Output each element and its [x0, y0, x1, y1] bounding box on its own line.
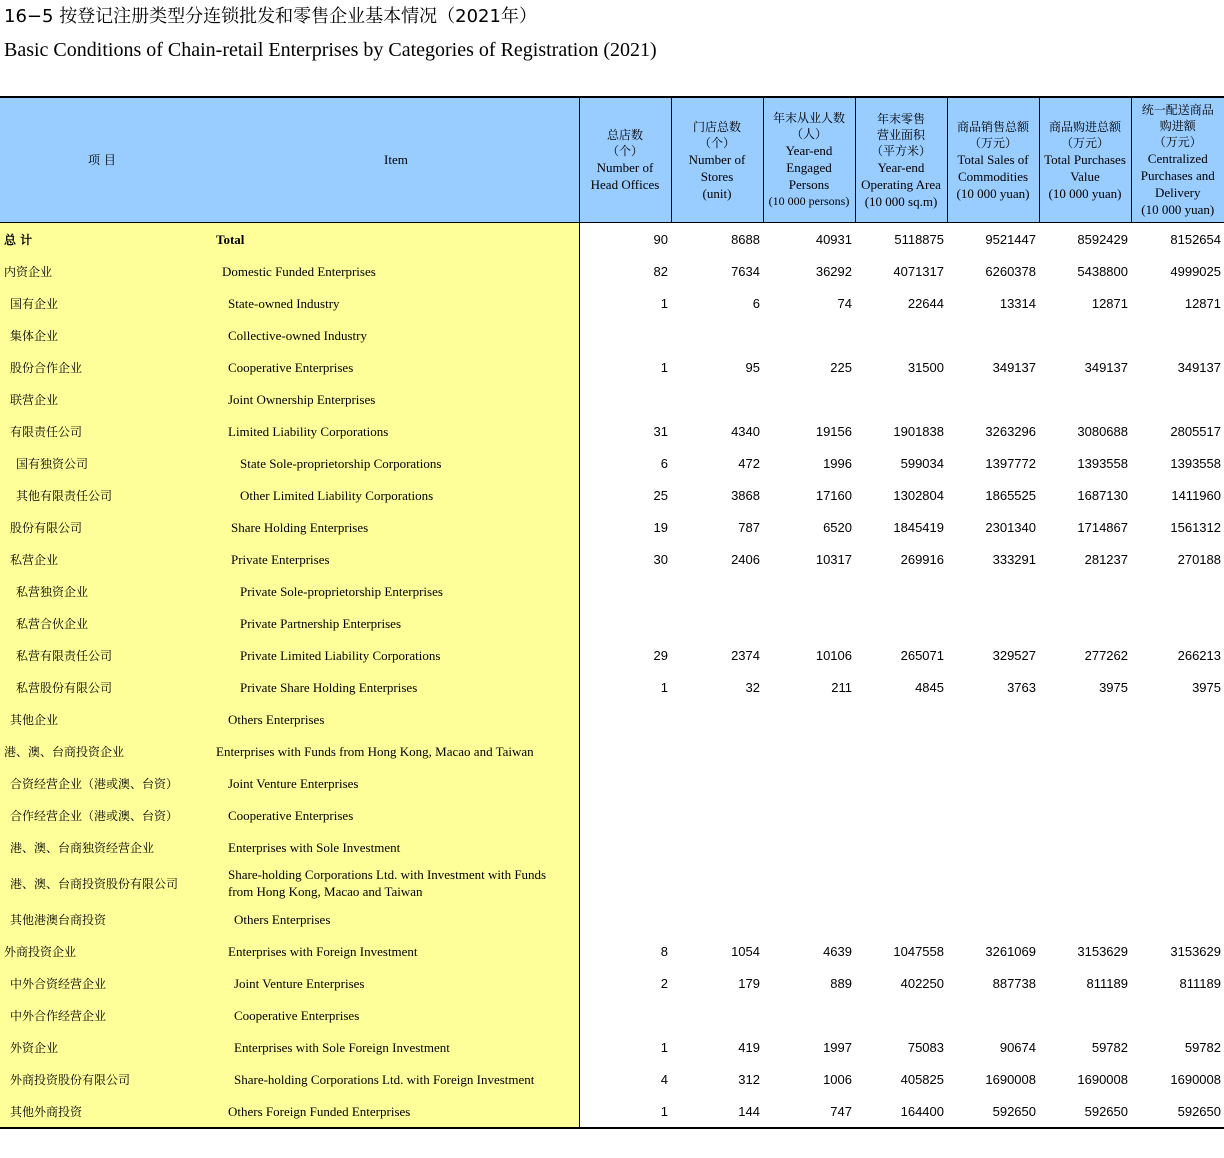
cell-centralized-delivery: 266213 — [1177, 647, 1221, 663]
cell-engaged-persons: 1997 — [823, 1039, 852, 1055]
cell-total-sales — [947, 703, 1039, 735]
cell-operating-area — [855, 735, 947, 767]
cell-operating-area: 1845419 — [893, 519, 944, 535]
cell-centralized-delivery: 4999025 — [1170, 263, 1221, 279]
row-label-chinese: 其他外商投资 — [0, 1095, 200, 1128]
row-label-chinese: 私营独资企业 — [0, 575, 200, 607]
cell-operating-area: 22644 — [907, 295, 944, 311]
cell-total-purchases: 1687130 — [1077, 487, 1128, 503]
row-label-english: Enterprises with Foreign Investment — [200, 935, 579, 967]
col-header-total-purchases: 商品购进总额 （万元） Total Purchases Value (10 000 yuan) — [1039, 97, 1131, 223]
table-row — [0, 287, 1224, 319]
cell-total-sales: 9521447 — [985, 231, 1036, 247]
cell-stores — [671, 799, 763, 831]
cell-total-sales: 329527 — [992, 647, 1036, 663]
cell-engaged-persons — [763, 903, 855, 935]
row-label-chinese: 其他企业 — [0, 703, 200, 735]
table-row — [0, 671, 1224, 703]
table-row — [0, 607, 1224, 639]
cell-centralized-delivery: 12871 — [1184, 295, 1221, 311]
cell-total-sales — [947, 383, 1039, 415]
cell-head-offices: 1 — [579, 1095, 671, 1128]
col-header-engaged-persons: 年末从业人数 （人） Year-end Engaged Persons (10 000 persons) — [763, 97, 855, 223]
row-label-english: Enterprises with Sole Investment — [200, 831, 579, 863]
cell-operating-area: 265071 — [900, 647, 944, 663]
cell-total-sales — [947, 607, 1039, 639]
cell-operating-area — [855, 607, 947, 639]
cell-centralized-delivery — [1131, 735, 1224, 767]
cell-engaged-persons: 36292 — [815, 263, 852, 279]
cell-operating-area — [855, 319, 947, 351]
cell-total-sales: 6260378 — [985, 263, 1036, 279]
cell-operating-area: 4071317 — [893, 263, 944, 279]
cell-engaged-persons: 19156 — [815, 423, 852, 439]
row-label-english: Enterprises with Sole Foreign Investment — [200, 1031, 579, 1063]
cell-centralized-delivery: 1393558 — [1170, 455, 1221, 471]
row-label-chinese: 外商投资企业 — [0, 935, 200, 967]
cell-stores: 95 — [745, 359, 760, 375]
table-row — [0, 1095, 1224, 1128]
cell-total-sales: 2301340 — [985, 519, 1036, 535]
row-label-chinese: 股份有限公司 — [0, 511, 200, 543]
cell-stores — [671, 319, 763, 351]
cell-stores: 3868 — [731, 487, 760, 503]
cell-head-offices — [579, 383, 671, 415]
cell-engaged-persons — [763, 607, 855, 639]
cell-operating-area: 405825 — [900, 1071, 944, 1087]
cell-engaged-persons: 1996 — [823, 455, 852, 471]
row-label-english: Share Holding Enterprises — [200, 511, 579, 543]
row-label-chinese: 其他有限责任公司 — [0, 479, 200, 511]
table-row — [0, 511, 1224, 543]
cell-total-purchases — [1039, 319, 1131, 351]
cell-engaged-persons — [763, 319, 855, 351]
cell-operating-area — [855, 383, 947, 415]
cell-total-purchases — [1039, 703, 1131, 735]
cell-operating-area: 75083 — [907, 1039, 944, 1055]
cell-stores — [671, 831, 763, 863]
cell-head-offices: 90 — [653, 231, 668, 247]
cell-head-offices — [579, 767, 671, 799]
cell-operating-area — [855, 903, 947, 935]
cell-centralized-delivery — [1131, 383, 1224, 415]
cell-total-purchases: 3080688 — [1077, 423, 1128, 439]
row-label-english: Share-holding Corporations Ltd. with Investment with Funds from Hong Kong, Macao and Taiwan — [200, 863, 579, 903]
row-label-english: Total — [200, 223, 579, 256]
table-row — [0, 999, 1224, 1031]
row-label-english: Collective-owned Industry — [200, 319, 579, 351]
cell-head-offices — [579, 607, 671, 639]
row-label-chinese: 中外合资经营企业 — [0, 967, 200, 999]
cell-head-offices: 29 — [653, 647, 668, 663]
row-label-english: Others Enterprises — [200, 703, 579, 735]
cell-head-offices — [579, 703, 671, 735]
cell-engaged-persons: 211 — [831, 679, 852, 695]
cell-head-offices: 6 — [660, 455, 668, 471]
row-label-chinese: 私营企业 — [0, 543, 200, 575]
cell-centralized-delivery — [1131, 799, 1224, 831]
cell-total-purchases: 811189 — [1086, 975, 1128, 991]
row-label-english: Private Sole-proprietorship Enterprises — [200, 575, 579, 607]
cell-engaged-persons — [763, 703, 855, 735]
cell-operating-area: 1047558 — [893, 943, 944, 959]
cell-total-purchases: 59782 — [1091, 1039, 1128, 1055]
row-label-english: Joint Venture Enterprises — [200, 767, 579, 799]
cell-engaged-persons: 74 — [837, 295, 852, 311]
cell-stores — [671, 703, 763, 735]
cell-total-purchases: 1690008 — [1077, 1071, 1128, 1087]
cell-centralized-delivery: 2805517 — [1170, 423, 1221, 439]
cell-centralized-delivery: 270188 — [1177, 551, 1221, 567]
cell-stores — [671, 999, 763, 1031]
cell-operating-area: 1901838 — [893, 423, 944, 439]
cell-stores: 144 — [671, 1095, 763, 1128]
table-row — [0, 903, 1224, 935]
table-row — [0, 799, 1224, 831]
table-row — [0, 479, 1224, 511]
cell-total-purchases — [1039, 863, 1131, 903]
cell-operating-area: 402250 — [900, 975, 944, 991]
cell-centralized-delivery — [1131, 999, 1224, 1031]
cell-head-offices: 1 — [660, 679, 668, 695]
cell-head-offices — [579, 903, 671, 935]
item-header-english: Item — [200, 97, 579, 223]
cell-centralized-delivery: 1690008 — [1170, 1071, 1221, 1087]
cell-stores: 472 — [738, 455, 760, 471]
cell-stores: 179 — [738, 975, 760, 991]
cell-centralized-delivery: 811189 — [1179, 975, 1221, 991]
cell-total-purchases — [1039, 575, 1131, 607]
cell-operating-area — [855, 799, 947, 831]
cell-stores — [671, 607, 763, 639]
cell-centralized-delivery — [1131, 863, 1224, 903]
row-label-english: State-owned Industry — [200, 287, 579, 319]
data-table — [0, 96, 1224, 1129]
cell-centralized-delivery: 3153629 — [1170, 943, 1221, 959]
cell-total-purchases: 3975 — [1099, 679, 1128, 695]
col-header-operating-area: 年末零售 营业面积 （平方米） Year-end Operating Area (10 000 sq.m) — [855, 97, 947, 223]
row-label-english: Cooperative Enterprises — [200, 799, 579, 831]
cell-total-sales: 3763 — [1007, 679, 1036, 695]
cell-total-purchases — [1039, 767, 1131, 799]
cell-operating-area: 599034 — [900, 455, 944, 471]
cell-stores — [671, 735, 763, 767]
cell-stores: 419 — [738, 1039, 760, 1055]
cell-stores: 787 — [738, 519, 760, 535]
row-label-english: Cooperative Enterprises — [200, 999, 579, 1031]
cell-head-offices — [579, 575, 671, 607]
cell-head-offices: 2 — [660, 975, 668, 991]
table-row — [0, 735, 1224, 767]
table-title-chinese: 16−5 按登记注册类型分连锁批发和零售企业基本情况（2021年） — [4, 6, 537, 27]
cell-total-purchases: 3153629 — [1077, 943, 1128, 959]
cell-stores: 6 — [752, 295, 760, 311]
cell-head-offices: 30 — [653, 551, 668, 567]
cell-engaged-persons — [763, 575, 855, 607]
cell-engaged-persons — [763, 767, 855, 799]
row-label-english: Private Share Holding Enterprises — [200, 671, 579, 703]
cell-stores: 7634 — [731, 263, 760, 279]
cell-head-offices: 4 — [660, 1071, 668, 1087]
cell-operating-area — [855, 575, 947, 607]
table-row — [0, 967, 1224, 999]
row-label-english: State Sole-proprietorship Corporations — [200, 447, 579, 479]
cell-total-sales — [947, 799, 1039, 831]
table-row — [0, 447, 1224, 479]
cell-head-offices — [579, 319, 671, 351]
cell-operating-area — [855, 831, 947, 863]
table-row — [0, 383, 1224, 415]
cell-centralized-delivery — [1131, 767, 1224, 799]
cell-operating-area — [855, 863, 947, 903]
row-label-chinese: 外商投资股份有限公司 — [0, 1063, 200, 1095]
col-header-stores: 门店总数 （个） Number of Stores (unit) — [671, 97, 763, 223]
row-label-english: Private Partnership Enterprises — [200, 607, 579, 639]
cell-centralized-delivery — [1131, 703, 1224, 735]
cell-total-sales — [947, 575, 1039, 607]
cell-total-purchases — [1039, 831, 1131, 863]
cell-engaged-persons: 10106 — [815, 647, 852, 663]
cell-total-sales — [947, 735, 1039, 767]
cell-total-sales: 592650 — [947, 1095, 1039, 1128]
cell-total-sales — [947, 999, 1039, 1031]
cell-total-sales: 3263296 — [985, 423, 1036, 439]
cell-operating-area: 5118875 — [894, 231, 944, 247]
cell-total-sales: 90674 — [999, 1039, 1036, 1055]
cell-stores: 4340 — [731, 423, 760, 439]
cell-total-purchases: 1393558 — [1077, 455, 1128, 471]
table-row — [0, 935, 1224, 967]
cell-total-sales — [947, 319, 1039, 351]
table-row — [0, 543, 1224, 575]
cell-stores: 8688 — [731, 231, 760, 247]
row-label-english: Share-holding Corporations Ltd. with Foreign Investment — [200, 1063, 579, 1095]
row-label-chinese: 私营股份有限公司 — [0, 671, 200, 703]
cell-total-sales: 333291 — [992, 551, 1036, 567]
row-label-english: Others Enterprises — [200, 903, 579, 935]
col-header-head-offices: 总店数 （个） Number of Head Offices — [579, 97, 671, 223]
cell-total-purchases — [1039, 607, 1131, 639]
cell-engaged-persons — [763, 799, 855, 831]
row-label-english: Private Enterprises — [200, 543, 579, 575]
row-label-chinese: 总 计 — [0, 223, 200, 256]
cell-head-offices — [579, 863, 671, 903]
table-row — [0, 415, 1224, 447]
cell-total-purchases: 277262 — [1084, 647, 1128, 663]
cell-total-purchases: 592650 — [1039, 1095, 1131, 1128]
cell-head-offices — [579, 735, 671, 767]
cell-stores — [671, 383, 763, 415]
cell-stores: 312 — [738, 1071, 760, 1087]
cell-total-sales: 3261069 — [985, 943, 1036, 959]
cell-engaged-persons — [763, 831, 855, 863]
cell-total-purchases — [1039, 799, 1131, 831]
cell-head-offices: 1 — [660, 1039, 668, 1055]
row-label-chinese: 其他港澳台商投资 — [0, 903, 200, 935]
cell-head-offices: 1 — [660, 295, 668, 311]
cell-head-offices: 1 — [660, 359, 668, 375]
cell-operating-area — [855, 767, 947, 799]
cell-total-sales — [947, 863, 1039, 903]
table-row — [0, 703, 1224, 735]
cell-engaged-persons — [763, 863, 855, 903]
row-label-english: Joint Ownership Enterprises — [200, 383, 579, 415]
cell-total-purchases: 1714867 — [1077, 519, 1128, 535]
row-label-english: Domestic Funded Enterprises — [200, 255, 579, 287]
cell-stores: 2374 — [731, 647, 760, 663]
cell-total-purchases: 5438800 — [1077, 263, 1128, 279]
row-label-chinese: 股份合作企业 — [0, 351, 200, 383]
cell-total-sales: 887738 — [992, 975, 1036, 991]
cell-engaged-persons — [763, 735, 855, 767]
cell-total-purchases — [1039, 999, 1131, 1031]
cell-engaged-persons: 225 — [830, 359, 852, 375]
cell-stores — [671, 903, 763, 935]
cell-centralized-delivery: 59782 — [1184, 1039, 1221, 1055]
row-label-chinese: 中外合作经营企业 — [0, 999, 200, 1031]
item-header-chinese: 项 目 — [0, 97, 200, 223]
row-label-english: Others Foreign Funded Enterprises — [200, 1095, 579, 1128]
cell-head-offices — [579, 799, 671, 831]
cell-engaged-persons: 6520 — [823, 519, 852, 535]
cell-centralized-delivery — [1131, 607, 1224, 639]
row-label-chinese: 合资经营企业（港或澳、台资） — [0, 767, 200, 799]
cell-total-purchases — [1039, 383, 1131, 415]
row-label-chinese: 有限责任公司 — [0, 415, 200, 447]
table-title-english: Basic Conditions of Chain-retail Enterprises by Categories of Registration (2021) — [4, 39, 657, 61]
cell-centralized-delivery — [1131, 319, 1224, 351]
table-row — [0, 767, 1224, 799]
col-header-centralized-delivery: 统一配送商品 购进额 （万元） Centralized Purchases and Delivery (10 000 yuan) — [1131, 97, 1224, 223]
cell-centralized-delivery: 592650 — [1131, 1095, 1224, 1128]
cell-engaged-persons: 1006 — [823, 1071, 852, 1087]
cell-centralized-delivery: 1561312 — [1170, 519, 1221, 535]
table-row — [0, 1063, 1224, 1095]
cell-centralized-delivery — [1131, 903, 1224, 935]
col-header-total-sales: 商品销售总额 （万元） Total Sales of Commodities (10 000 yuan) — [947, 97, 1039, 223]
row-label-english: Joint Venture Enterprises — [200, 967, 579, 999]
cell-engaged-persons: 40931 — [815, 231, 852, 247]
cell-total-purchases: 349137 — [1084, 359, 1128, 375]
cell-total-sales — [947, 903, 1039, 935]
row-label-english: Other Limited Liability Corporations — [200, 479, 579, 511]
cell-stores — [671, 767, 763, 799]
cell-centralized-delivery — [1131, 575, 1224, 607]
cell-centralized-delivery: 1411960 — [1171, 487, 1221, 503]
cell-stores — [671, 863, 763, 903]
table-row — [0, 223, 1224, 256]
row-label-english: Enterprises with Funds from Hong Kong, Macao and Taiwan — [200, 735, 579, 767]
row-label-chinese: 国有独资公司 — [0, 447, 200, 479]
cell-centralized-delivery: 8152654 — [1170, 231, 1221, 247]
row-label-chinese: 内资企业 — [0, 255, 200, 287]
row-label-chinese: 港、澳、台商投资股份有限公司 — [0, 863, 200, 903]
cell-operating-area: 4845 — [915, 679, 944, 695]
cell-total-sales: 349137 — [992, 359, 1036, 375]
cell-total-purchases — [1039, 735, 1131, 767]
cell-operating-area — [855, 703, 947, 735]
cell-head-offices: 31 — [653, 423, 668, 439]
table-row — [0, 319, 1224, 351]
row-label-chinese: 外资企业 — [0, 1031, 200, 1063]
row-label-chinese: 私营有限责任公司 — [0, 639, 200, 671]
cell-head-offices: 19 — [653, 519, 668, 535]
row-label-chinese: 联营企业 — [0, 383, 200, 415]
table-row — [0, 863, 1224, 903]
cell-stores — [671, 575, 763, 607]
row-label-english: Cooperative Enterprises — [200, 351, 579, 383]
cell-total-sales — [947, 831, 1039, 863]
cell-head-offices — [579, 831, 671, 863]
row-label-chinese: 港、澳、台商独资经营企业 — [0, 831, 200, 863]
cell-head-offices: 82 — [653, 263, 668, 279]
cell-operating-area: 31500 — [907, 359, 944, 375]
cell-head-offices: 25 — [653, 487, 668, 503]
cell-operating-area: 1302804 — [893, 487, 944, 503]
row-label-english: Limited Liability Corporations — [200, 415, 579, 447]
cell-head-offices — [579, 999, 671, 1031]
row-label-chinese: 集体企业 — [0, 319, 200, 351]
cell-operating-area: 269916 — [900, 551, 944, 567]
cell-engaged-persons — [763, 999, 855, 1031]
table-row — [0, 255, 1224, 287]
cell-engaged-persons: 17160 — [815, 487, 852, 503]
row-label-chinese: 合作经营企业（港或澳、台资） — [0, 799, 200, 831]
cell-engaged-persons: 889 — [830, 975, 852, 991]
cell-total-purchases: 281237 — [1084, 551, 1128, 567]
cell-total-sales: 13314 — [999, 295, 1036, 311]
cell-operating-area — [855, 999, 947, 1031]
table-row — [0, 1031, 1224, 1063]
cell-engaged-persons — [763, 383, 855, 415]
cell-total-sales: 1690008 — [985, 1071, 1036, 1087]
cell-stores: 2406 — [731, 551, 760, 567]
cell-total-purchases: 12871 — [1091, 295, 1128, 311]
cell-total-purchases: 8592429 — [1077, 231, 1128, 247]
cell-total-sales: 1865525 — [985, 487, 1036, 503]
row-label-english: Private Limited Liability Corporations — [200, 639, 579, 671]
cell-centralized-delivery: 349137 — [1177, 359, 1221, 375]
cell-stores: 32 — [745, 679, 760, 695]
cell-total-sales — [947, 767, 1039, 799]
cell-centralized-delivery — [1131, 831, 1224, 863]
cell-head-offices: 8 — [660, 943, 668, 959]
cell-total-sales: 1397772 — [985, 455, 1036, 471]
table-row — [0, 575, 1224, 607]
cell-engaged-persons: 10317 — [815, 551, 852, 567]
table-row — [0, 351, 1224, 383]
header-row — [0, 97, 1224, 223]
cell-total-purchases — [1039, 903, 1131, 935]
table-row — [0, 639, 1224, 671]
row-label-chinese: 国有企业 — [0, 287, 200, 319]
cell-engaged-persons: 747 — [763, 1095, 855, 1128]
row-label-chinese: 港、澳、台商投资企业 — [0, 735, 200, 767]
cell-operating-area: 164400 — [855, 1095, 947, 1128]
cell-engaged-persons: 4639 — [823, 943, 852, 959]
row-label-chinese: 私营合伙企业 — [0, 607, 200, 639]
cell-stores: 1054 — [731, 943, 760, 959]
cell-centralized-delivery: 3975 — [1192, 679, 1221, 695]
table-row — [0, 831, 1224, 863]
